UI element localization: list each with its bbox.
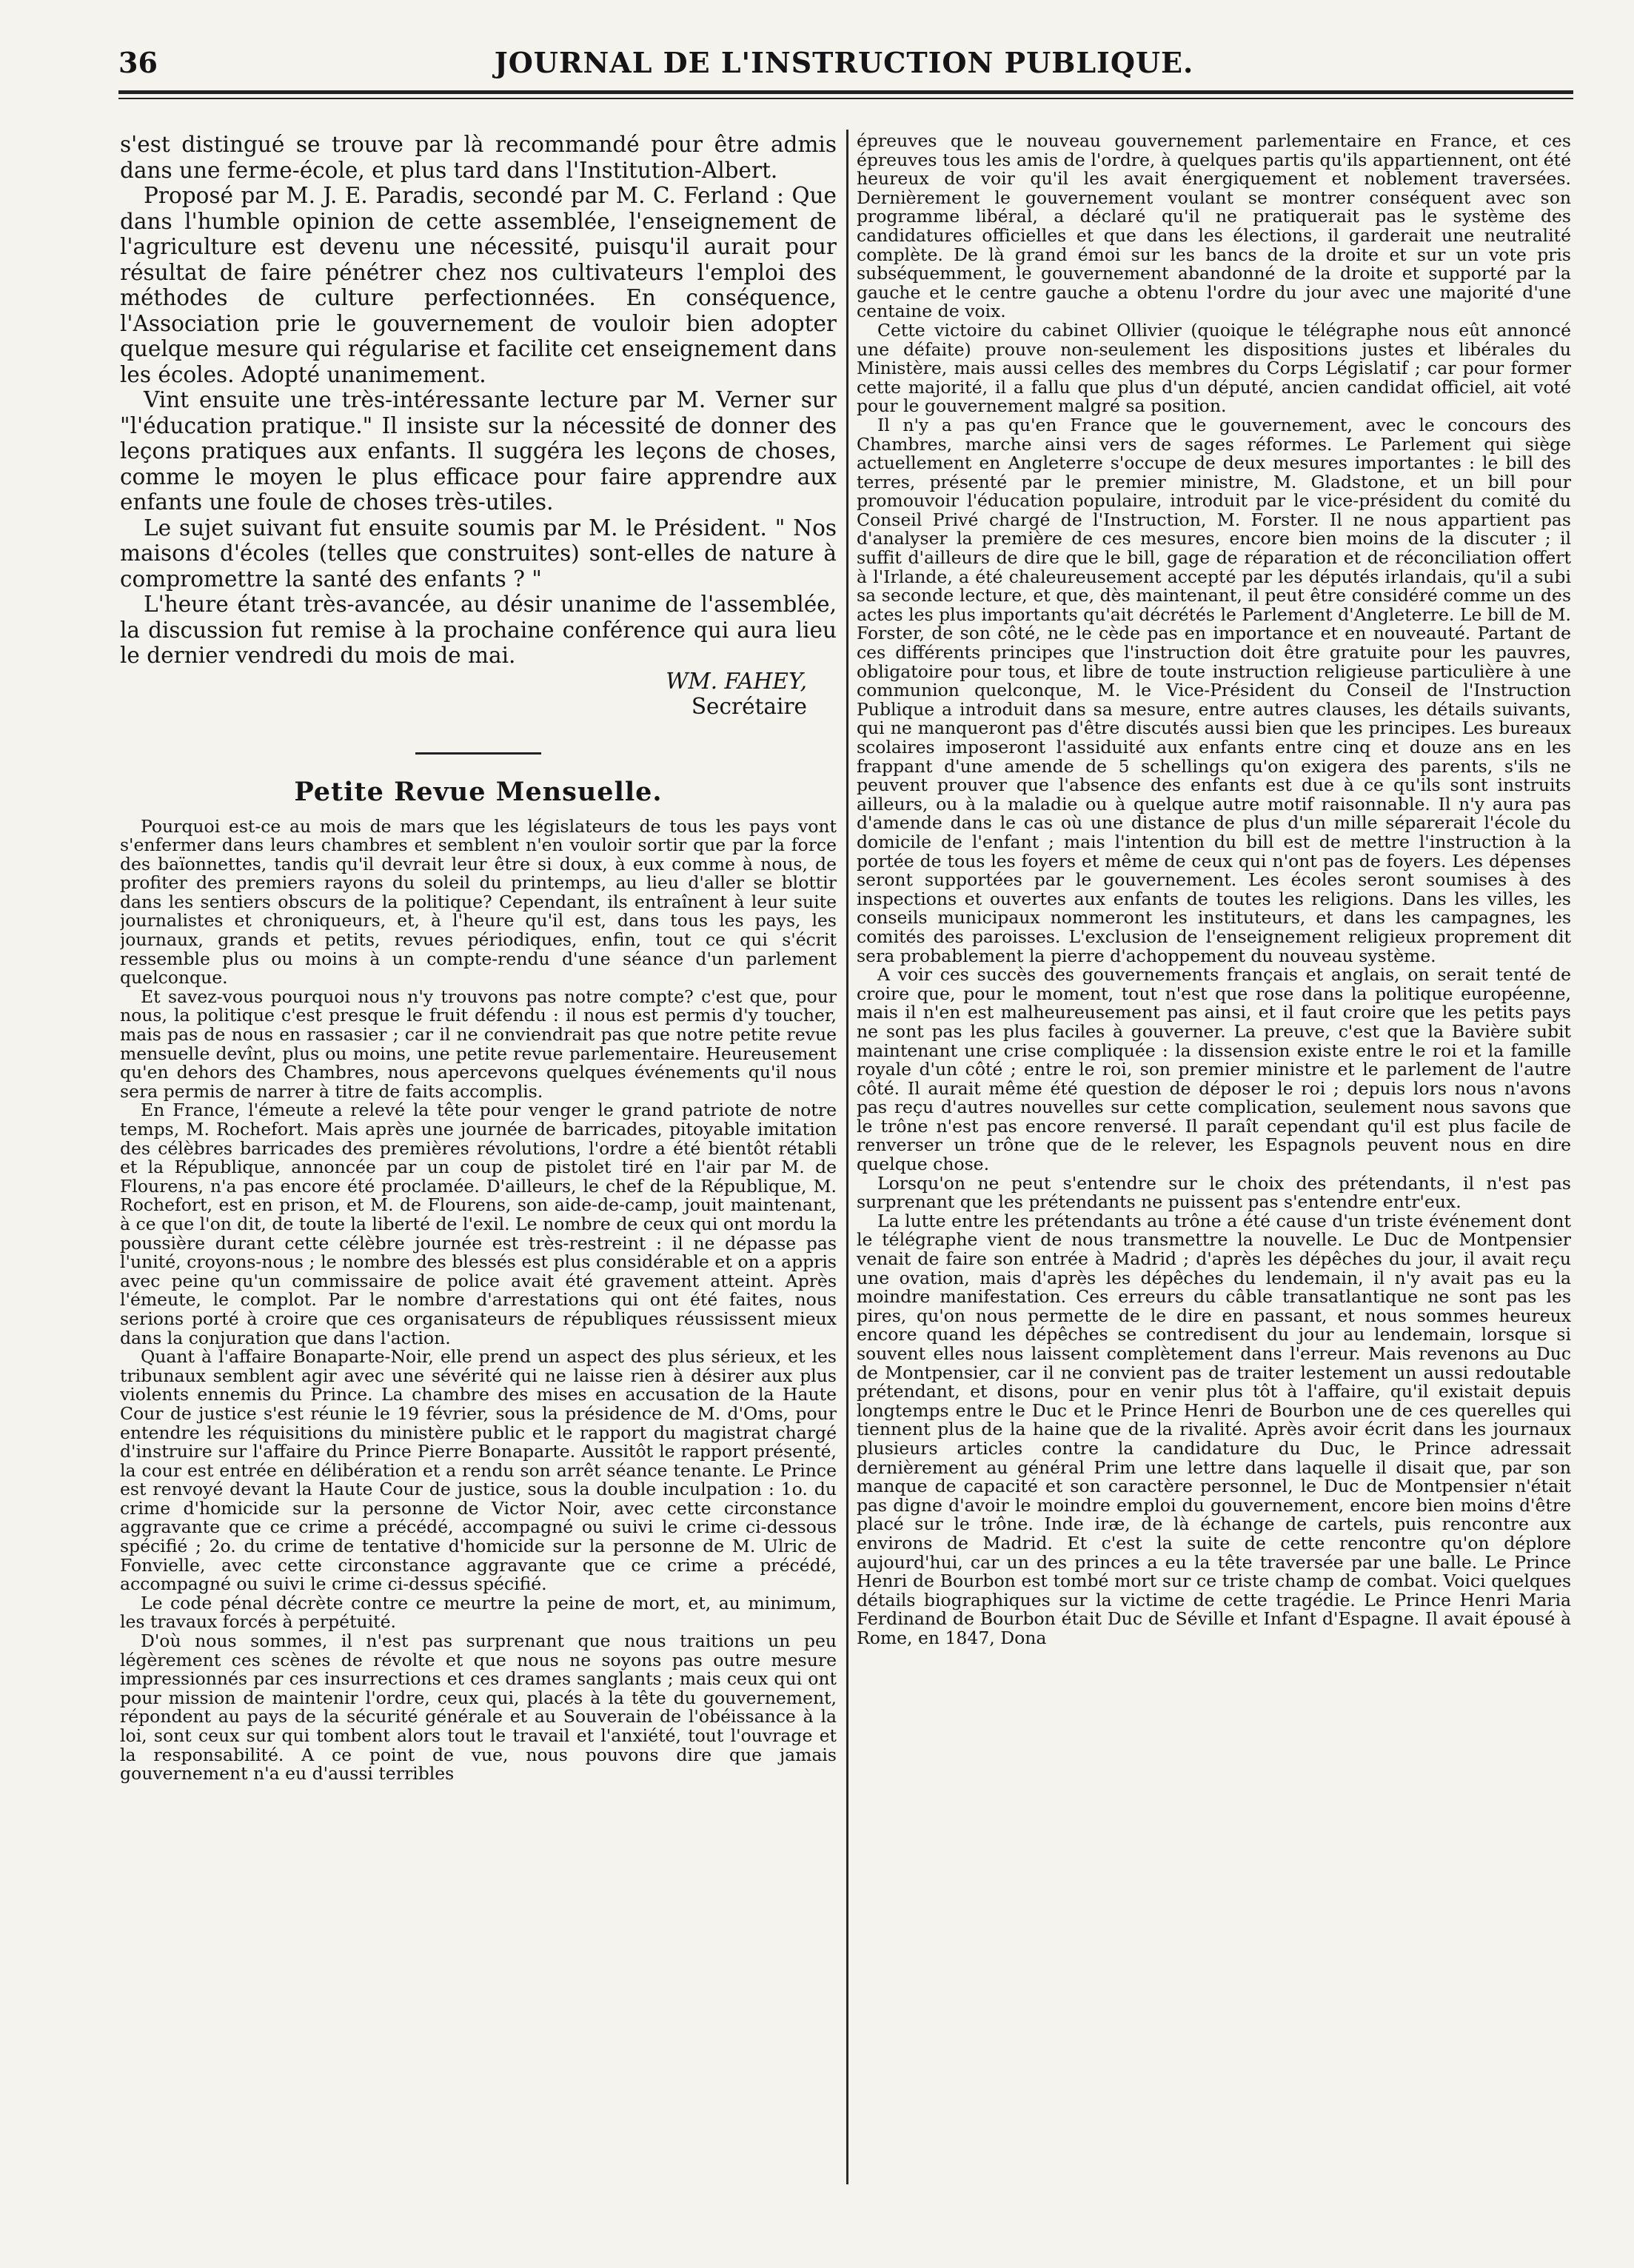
paragraph: Cette victoire du cabinet Ollivier (quoique le télégraphe nous eût annoncé une défaite) prouve non-seulement les dispositions justes et libérales du Ministère, mais aussi celles des membres du Corps Législatif ; car pour former cette majorité, il a fallu que plus d'un député, ancien candidat officiel, ait voté pour le gouvernement malgré sa position. xyxy=(857,319,1571,417)
header-rule-thick xyxy=(118,90,1573,94)
paragraph: A voir ces succès des gouvernements français et anglais, on serait tenté de croire que, pour le moment, tout n'est que rose dans la politique européenne, mais il n'en est malheureusement pas ainsi, et il faut croire que les petits pays ne sont pas les plus faciles à gouverner. La preuve, c'est que la Bavière subit maintenant une crise compliquée : la dissension existe entre le roi et la famille royale d'un côté ; entre le roi, son premier ministre et le parlement de l'autre côté. Il aurait même été question de déposer le roi ; depuis lors nous n'avons pas reçu d'autres nouvelles sur cette complication, seulement nous savons que le trône n'est pas encore renversé. Il paraît cependant qu'il est plus facile de renverser un trône que de le relever, les Espagnols peuvent nous en dire quelque chose. xyxy=(857,964,1571,1175)
paragraph: La lutte entre les prétendants au trône a été cause d'un triste événement dont le télégraphe vient de nous transmettre la nouvelle. Le Duc de Montpensier venait de faire son entrée à Madrid ; d'après les dépêches du jour, il avait reçu une ovation, mais d'après les dépêches du lendemain, il n'y avait pas eu la moindre manifestation. Ces erreurs du câble transatlantique ne sont pas les pires, qu'on nous permette de le dire en passant, et nous sommes heureux encore quand les dépêches se contredisent du jour au lendemain, lorsque si souvent elles nous laissent complètement dans l'erreur. Mais revenons au Duc de Montpensier, car il ne convient pas de traiter lestement un aussi redoutable prétendant, et disons, pour en venir plus tôt à l'affaire, qu'il existait depuis longtemps entre le Duc et le Prince Henri de Bourbon une de ces querelles qui tiennent plus de la haine que de la rivalité. Après avoir écrit dans les journaux plusieurs articles contre la candidature du Duc, le Prince adressait dernièrement au général Prim une lettre dans laquelle il disait que, par son manque de capacité et son caractère personnel, le Duc de Montpensier n'était pas digne d'avoir le moindre emploi du gouvernement, encore bien moins d'être placé sur le trône. Inde iræ, de là échange de cartels, puis rencontre aux environs de Madrid. Et c'est la suite de cette rencontre qu'on déplore aujourd'hui, car un des princes a eu la tête traversée par une balle. Le Prince Henri de Bourbon est tombé mort sur ce triste champ de combat. Voici quelques détails biographiques sur la victime de cette tragédie. Le Prince Henri Maria Ferdinand de Bourbon était Duc de Séville et Infant d'Espagne. Il avait épousé à Rome, en 1847, Dona xyxy=(857,1210,1571,1648)
section-title: Petite Revue Mensuelle. xyxy=(294,776,663,807)
paragraph: Proposé par M. J. E. Paradis, secondé par M. C. Ferland : Que dans l'humble opinion de cette assemblée, l'enseignement de l'agriculture est devenu une nécessité, puisqu'il aurait pour résultat de faire pénétrer chez nos cultivateurs l'emploi des méthodes de culture perfectionnées. En conséquence, l'Association prie le gouvernement de vouloir bien adopter quelque mesure qui régularise et facilite cet enseignement dans les écoles. Adopté unanimement. xyxy=(120,183,837,387)
paragraph: Quant à l'affaire Bonaparte-Noir, elle prend un aspect des plus sérieux, et les tribunaux semblent agir avec une sévérité qui ne laisse rien à désirer aux plus violents ennemis du Prince. La chambre des mises en accusation de la Haute Cour de justice s'est réunie le 19 février, sous la présidence de M. d'Oms, pour entendre les réquisitions du ministère public et le rapport du magistrat chargé d'instruire sur l'affaire du Prince Pierre Bonaparte. Aussitôt le rapport présenté, la cour est entrée en délibération et a rendu son arrêt séance tenante. Le Prince est renvoyé devant la Haute Cour de justice, sous la double inculpation : 1o. du crime d'homicide sur la personne de Victor Noir, avec cette circonstance aggravante que ce crime a précédé, accompagné ou suivi le crime ci-dessous spécifié ; 2o. du crime de tentative d'homicide sur la personne de M. Ulric de Fonvielle, avec cette circonstance aggravante que ce crime a précédé, accompagné ou suivi le crime ci-dessus spécifié. xyxy=(120,1346,837,1595)
paragraph: Lorsqu'on ne peut s'entendre sur le choix des prétendants, il n'est pas surprenant que les prétendants ne puissent pas s'entendre entr'eux. xyxy=(857,1172,1571,1213)
meeting-minutes xyxy=(120,132,837,669)
revue-text xyxy=(120,817,837,1784)
left-column xyxy=(120,132,837,1784)
page-number: 36 xyxy=(118,46,158,79)
paragraph: Le sujet suivant fut ensuite soumis par M. le Président. " Nos maisons d'écoles (telles que construites) sont-elles de nature à compromettre la santé des enfants ? " xyxy=(120,515,837,592)
paragraph: s'est distingué se trouve par là recommandé pour être admis dans une ferme-école, et plus tard dans l'Institution-Albert. xyxy=(120,132,837,183)
paragraph: Et savez-vous pourquoi nous n'y trouvons pas notre compte? c'est que, pour nous, la politique c'est presque le fruit défendu : il nous est permis d'y toucher, mais pas de nous en rassasier ; car il ne conviendrait pas que notre petite revue mensuelle devînt, plus ou moins, une petite revue parlementaire. Heureusement qu'en dehors des Chambres, nous apercevons quelques événements qu'il nous sera permis de narrer à titre de faits accomplis. xyxy=(120,986,837,1102)
signature-role: Secrétaire xyxy=(691,694,807,719)
paragraph: D'où nous sommes, il n'est pas surprenant que nous traitions un peu légèrement ces scènes de révolte et que nous ne soyons pas outre mesure impressionnés par ces insurrections et ces drames sanglants ; mais ceux qui ont pour mission de maintenir l'ordre, ceux qui, placés à la tête du gouvernement, répondent au pays de la sécurité générale et au Souverain de l'obéissance à la loi, sont ceux sur qui tombent alors tout le travail et l'anxiété, tout l'ouvrage et la responsabilité. A ce point de vue, nous pouvons dire que jamais gouvernement n'a eu d'aussi terribles xyxy=(120,1630,837,1784)
paragraph: Le code pénal décrète contre ce meurtre la peine de mort, et, au minimum, les travaux forcés à perpétuité. xyxy=(120,1592,837,1633)
paragraph: épreuves que le nouveau gouvernement parlementaire en France, et ces épreuves tous les amis de l'ordre, à quelques partis qu'ils appartiennent, ont été heureux de voir qu'il les avait énergiquement et noblement traversées. Dernièrement le gouvernement voulant se montrer conséquent avec son programme libéral, a déclaré qu'il ne pratiquerait pas le système des candidatures officielles et que dans les élections, il garderait une neutralité complète. De là grand émoi sur les bancs de la droite et sur un vote pris subséquemment, le gouvernement abandonné de la droite et supporté par la gauche et le centre gauche a obtenu l'ordre du jour avec une majorité d'une centaine de voix. xyxy=(857,132,1571,322)
paragraph: L'heure étant très-avancée, au désir unanime de l'assemblée, la discussion fut remise à la prochaine conférence qui aura lieu le dernier vendredi du mois de mai. xyxy=(120,592,837,668)
column-divider xyxy=(846,130,848,2184)
right-column xyxy=(857,132,1571,1648)
paragraph: En France, l'émeute a relevé la tête pour venger le grand patriote de notre temps, M. Rochefort. Mais après une journée de barricades, pitoyable imitation des célèbres barricades des premières révolutions, l'ordre a été bientôt rétabli et la République, annoncée par un coup de pistolet tiré en l'air par M. de Flourens, n'a pas encore été proclamée. D'ailleurs, le chef de la République, M. Rochefort, est en prison, et M. de Flourens, son aide-de-camp, jouit maintenant, à ce que l'on dit, de toute la liberté de l'exil. Le nombre de ceux qui ont mordu la poussière durant cette célèbre journée est très-restreint : il ne dépasse pas l'unité, croyons-nous ; le nombre des blessés est plus considérable et on a appris avec peine qu'un commissaire de police avait été gravement atteint. Après l'émeute, le complot. Par le nombre d'arrestations qui ont été faites, nous serions porté à croire que ces organisateurs de républiques réussissent mieux dans la conjuration que dans l'action. xyxy=(120,1100,837,1348)
signature-block xyxy=(120,669,837,720)
paragraph: Pourquoi est-ce au mois de mars que les législateurs de tous les pays vont s'enfermer dans leurs chambres et semblent n'en vouloir sortir que par la force des baïonnettes, tandis qu'il devrait leur être si doux, à eux comme à nous, de profiter des premiers rayons du soleil du printemps, au lieu d'aller se blottir dans les sentiers obscurs de la politique? Cependant, ils entraînent à leur suite journalistes et chroniqueurs, et, à l'heure qu'il est, dans tous les pays, les journaux, grands et petits, revues périodiques, enfin, tout ce qui s'écrit ressemble plus ou moins à un compte-rendu d'une séance d'un parlement quelconque. xyxy=(120,815,837,989)
header-rule-thin xyxy=(118,98,1573,99)
paragraph: Il n'y a pas qu'en France que le gouvernement, avec le concours des Chambres, marche ainsi vers de sages réformes. Le Parlement qui siège actuellement en Angleterre s'occupe de deux mesures importantes : le bill des terres, présenté par le premier ministre, M. Gladstone, et un bill pour promouvoir l'éducation populaire, introduit par le vice-président du comité du Conseil Privé chargé de l'Instruction, M. Forster. Il ne nous appartient pas d'analyser la première de ces mesures, encore bien moins de la discuter ; il suffit d'ailleurs de dire que le bill, gage de réparation et de réconciliation offert à l'Irlande, a été chaleureusement accepté par les députés irlandais, qu'il a subi sa seconde lecture, et que, dès maintenant, il peut être considéré comme un des actes les plus importants qu'ait décrétés le Parlement d'Angleterre. Le bill de M. Forster, de son côté, ne le cède pas en importance et en nouveauté. Partant de ces différents principes que l'instruction doit être gratuite pour les pauvres, obligatoire pour tous, et libre de toute instruction religieuse particulière à une communion quelconque, M. le Vice-Président du Conseil de l'Instruction Publique a introduit dans sa mesure, entre autres clauses, les détails suivants, qui ne manqueront pas d'être discutés aussi bien que les principes. Les bureaux scolaires imposeront l'assiduité aux enfants entre cinq et douze ans en les frappant d'une amende de 5 schellings qu'on exigera des parents, s'ils ne peuvent prouver que l'absence des enfants est due à ce qu'ils sont instruits ailleurs, ou à la maladie ou à quelque autre motif raisonnable. Il n'y aura pas d'amende dans le cas où une distance de plus d'un mille séparerait l'école du domicile de l'enfant ; mais l'intention du bill est de mettre l'instruction à la portée de tous les foyers et même de ceux qui n'ont pas de foyers. Les dépenses seront supportées par le gouvernement. Les écoles seront soumises à des inspections et ouvertes aux enfants de toutes les religions. Dans les villes, les conseils municipaux nommeront les instituteurs, et dans les campagnes, les comités des paroisses. L'exclusion de l'enseignement religieux proprement dit sera probablement la pierre d'achoppement du nouveau système. xyxy=(857,414,1571,966)
journal-title: JOURNAL DE L'INSTRUCTION PUBLIQUE. xyxy=(494,46,1194,79)
paragraph: Vint ensuite une très-intéressante lecture par M. Verner sur "l'éducation pratique." Il insiste sur la nécessité de donner des leçons pratiques aux enfants. Il suggéra les leçons de choses, comme le moyen le plus efficace pour faire apprendre aux enfants une foule de choses très-utiles. xyxy=(120,387,837,515)
signature-name: WM. FAHEY, xyxy=(666,668,807,694)
section-separator xyxy=(415,752,541,755)
